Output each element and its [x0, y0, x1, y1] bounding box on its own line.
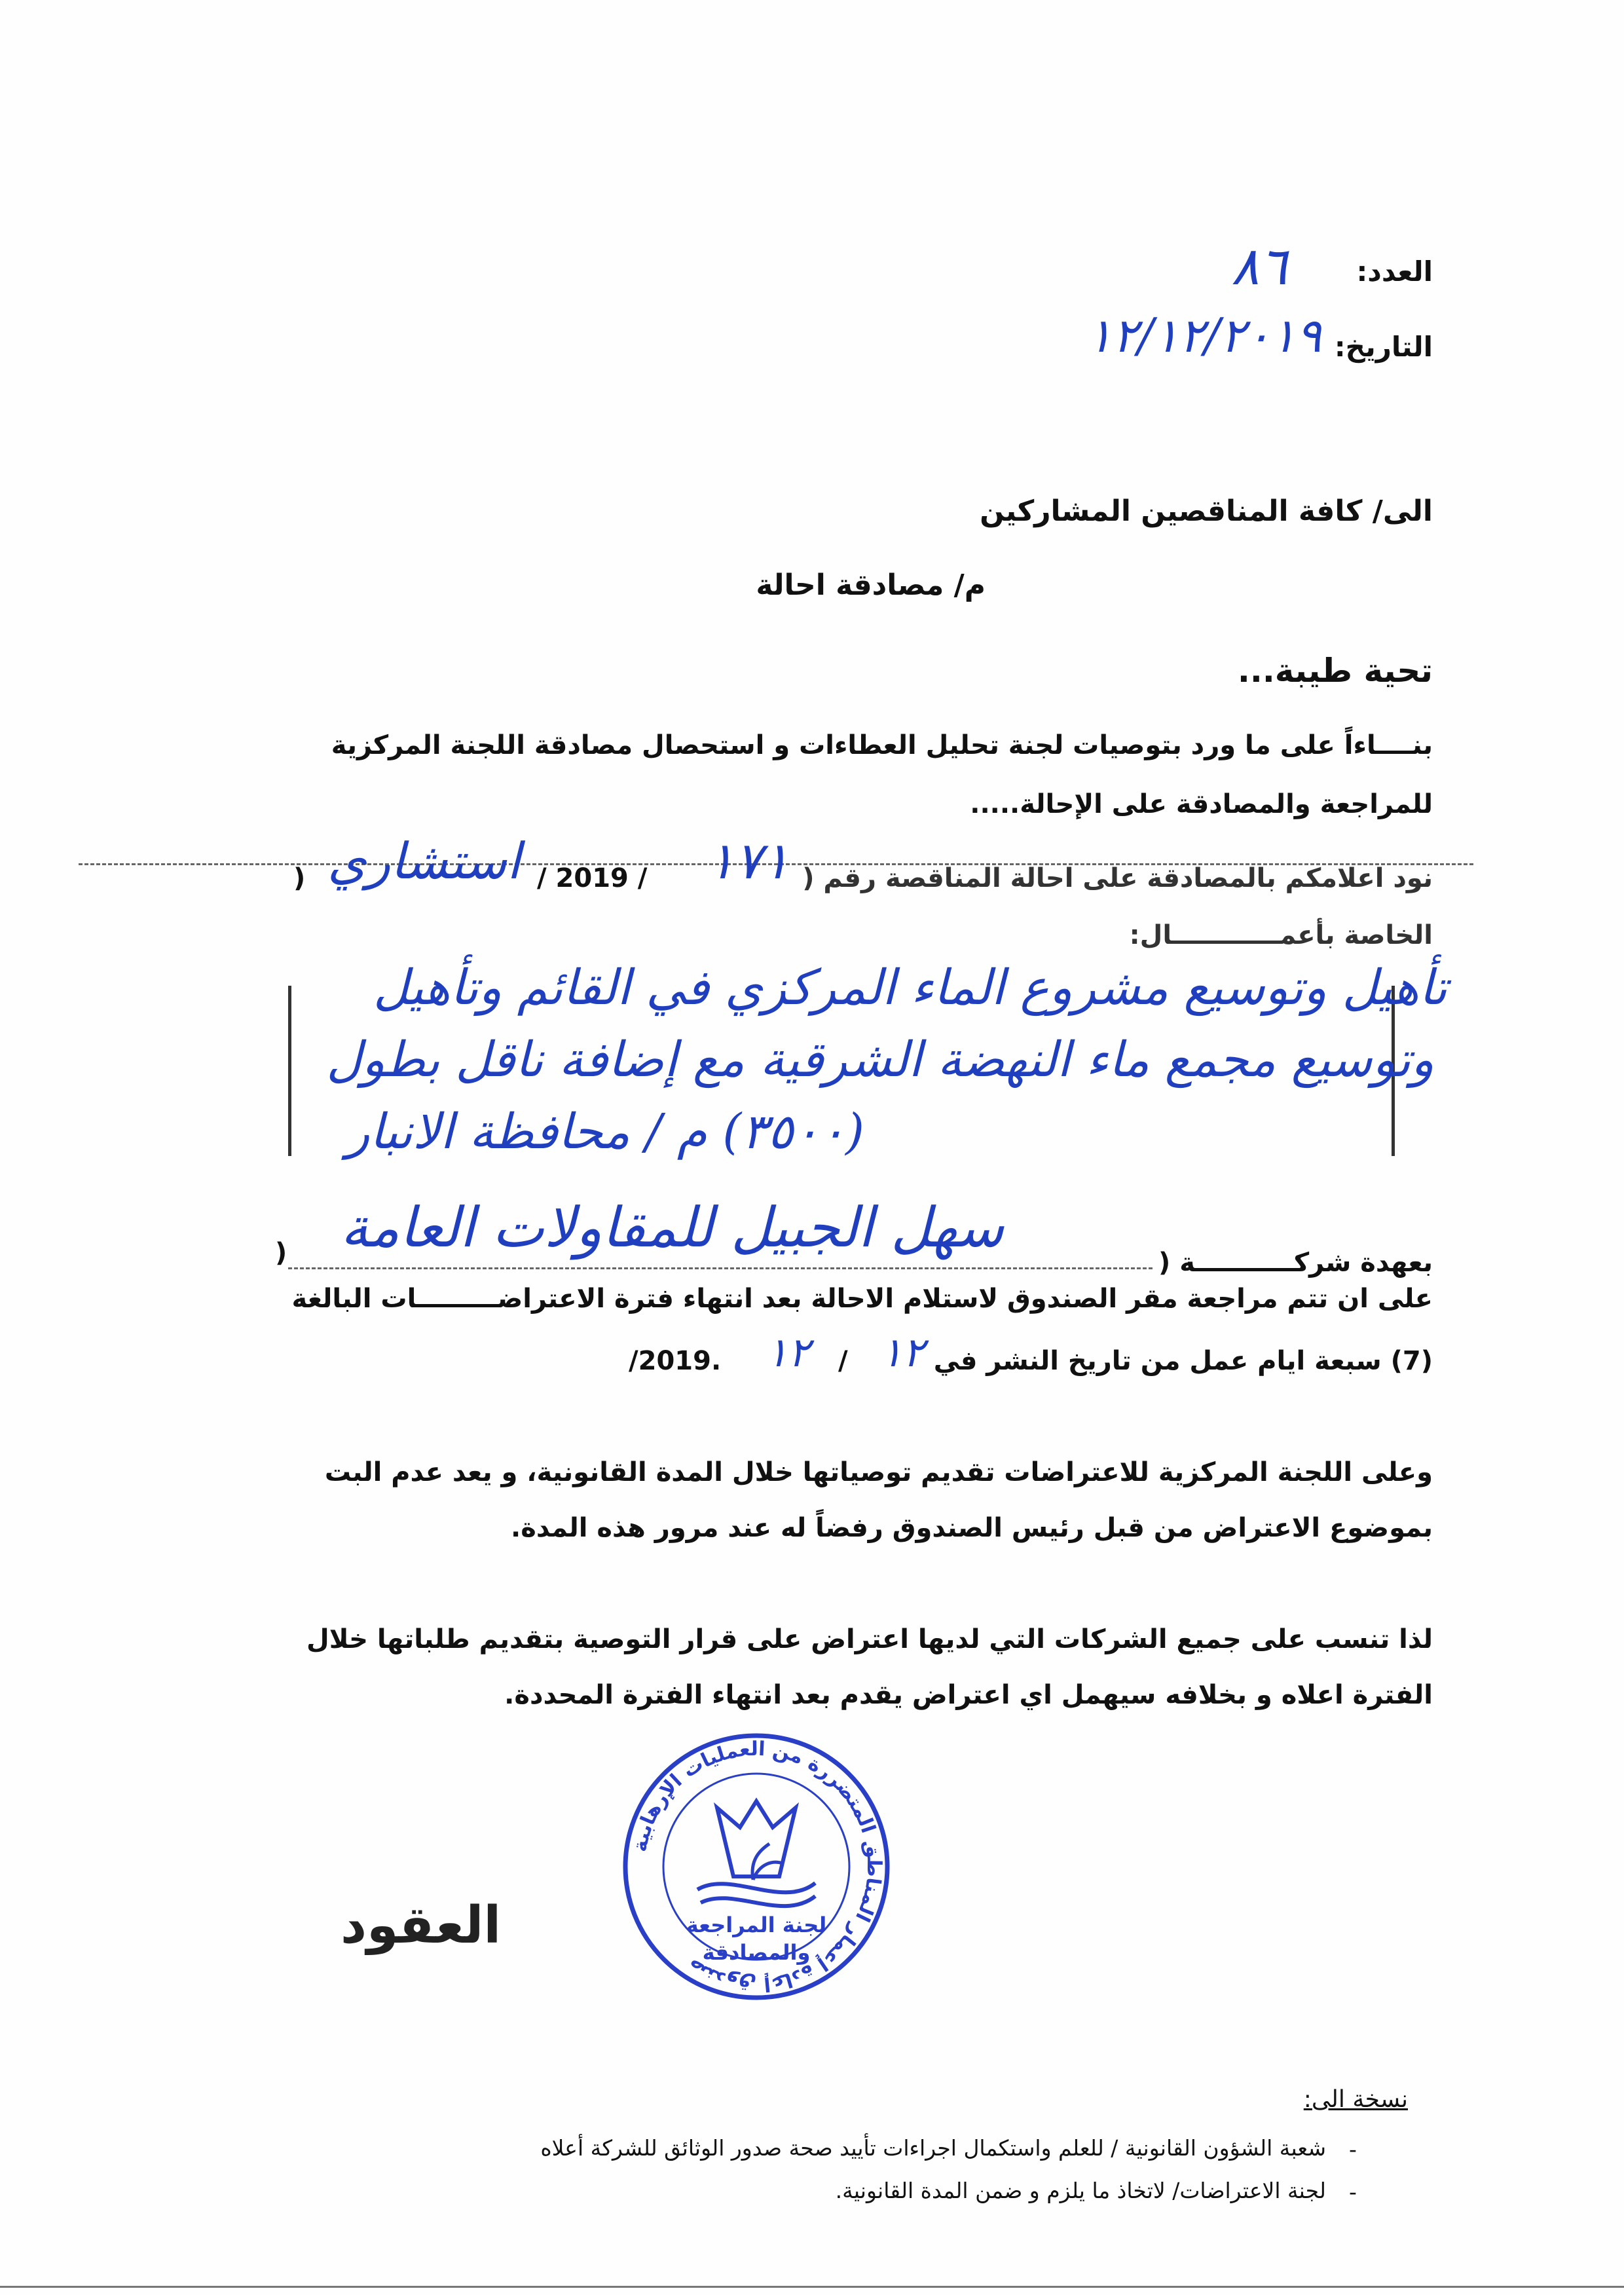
signature-contracts: العقود: [341, 1896, 502, 1955]
copy-item-text: لجنة الاعتراضات/ لاتخاذ ما يلزم و ضمن المدة القانونية.: [835, 2178, 1326, 2203]
review-line-1: على ان تتم مراجعة مقر الصندوق لاستلام الاحالة بعد انتهاء فترة الاعتراضـــــــــات البالغة: [291, 1284, 1433, 1314]
copy-item-2: [836, 2178, 1326, 2203]
objections-line-2: بموضوع الاعتراض من قبل رئيس الصندوق رفضاً له عند مرور هذه المدة.: [511, 1513, 1433, 1543]
official-stamp: [619, 1729, 894, 2004]
svg-text:والمصادقة: والمصادقة: [702, 1940, 811, 1965]
recipient-line: الى/ كافة المناقصين المشاركين: [980, 494, 1433, 528]
copies-title: نسخة الى:: [1303, 2086, 1408, 2113]
company-close-paren: ): [275, 1238, 287, 1268]
copy-bullet-1: -: [1349, 2136, 1357, 2162]
works-line-3: (٣٥٠٠) م / محافظة الانبار: [346, 1104, 864, 1160]
intro-line-1: بنــــاءاً على ما ورد بتوصيات لجنة تحليل العطاءات و استحصال مصادقة اللجنة المركزية: [331, 730, 1433, 760]
intro-line-2: للمراجعة والمصادقة على الإحالة.....: [970, 789, 1433, 819]
objections-line-1: وعلى اللجنة المركزية للاعتراضات تقديم توصياتها خلال المدة القانونية، و يعد عدم البت: [324, 1457, 1433, 1487]
company-underline: [288, 1267, 1153, 1269]
date-label: التاريخ:: [1334, 331, 1433, 363]
publish-day-handwritten: ١٢: [881, 1328, 925, 1376]
publish-month-handwritten: ١٢: [766, 1328, 810, 1376]
number-handwritten: ٨٦: [1231, 236, 1287, 297]
greeting: تحية طيبة...: [1237, 652, 1433, 690]
publish-slash: /: [838, 1346, 848, 1376]
tender-close-paren: ): [293, 863, 306, 893]
subject-line: م/ مصادقة احالة: [756, 569, 986, 602]
svg-text:لجنة المراجعة: لجنة المراجعة: [686, 1912, 827, 1937]
date-handwritten: ١٢/١٢/٢٠١٩: [1087, 308, 1321, 363]
tender-type-handwritten: استشاري: [327, 832, 521, 890]
number-label: العدد:: [1356, 255, 1433, 288]
works-line-2: وتوسيع مجمع ماء النهضة الشرقية مع إضافة ناقل بطول: [326, 1032, 1434, 1088]
svg-text:صندوق إعادة إعمار المناطق المت: صندوق إعادة إعمار المناطق المتضررة من العمليات الإرهابية: [628, 1737, 886, 1996]
notice-line-2: الفترة اعلاه و بخلافه سيهمل اي اعتراض يقدم بعد انتهاء الفترة المحددة.: [504, 1680, 1433, 1710]
copy-bullet-2: -: [1349, 2179, 1357, 2205]
copy-item-text: شعبة الشؤون القانونية / للعلم واستكمال اجراءات تأييد صحة صدور الوثائق للشركة أعلاه: [540, 2135, 1326, 2161]
copy-item-1: [540, 2135, 1326, 2161]
review-line-2: (7) سبعة ايام عمل من تاريخ النشر في: [933, 1346, 1433, 1376]
tender-prefix: نود اعلامكم بالمصادقة على احالة المناقصة رقم (: [802, 863, 1433, 893]
company-name-handwritten: سهل الجبيل للمقاولات العامة: [341, 1195, 1004, 1259]
notice-line-1: لذا تنسب على جميع الشركات التي لديها اعتراض على قرار التوصية بتقديم طلباتها خلال: [306, 1624, 1433, 1654]
publish-year: /2019.: [629, 1346, 722, 1376]
scan-edge-line: [0, 2286, 1624, 2288]
tender-year: / 2019 /: [537, 863, 648, 893]
tender-number-handwritten: ١٧١: [707, 832, 790, 891]
works-label: الخاصة بأعمــــــــــــال:: [1129, 920, 1433, 950]
works-line-1: تأهيل وتوسيع مشروع الماء المركزي في القائم وتأهيل: [373, 960, 1447, 1016]
company-label: بعهدة شركـــــــــــة (: [1158, 1248, 1433, 1278]
